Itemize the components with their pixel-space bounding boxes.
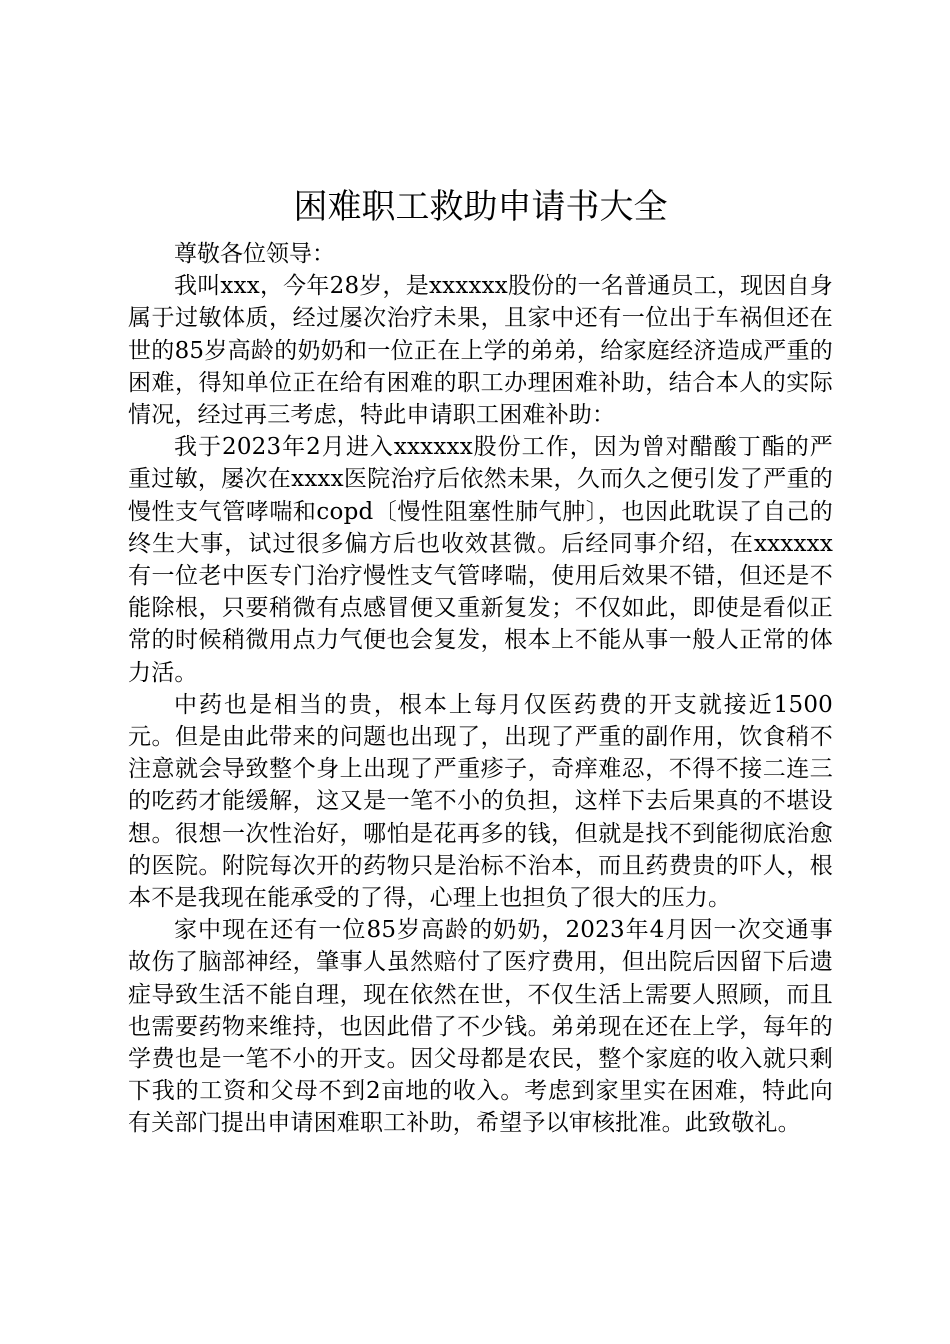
paragraph-medical-cost: 中药也是相当的贵，根本上每月仅医药费的开支就接近1500元。但是由此带来的问题也出现了，出现了严重的副作用，饮食稍不注意就会导致整个身上出现了严重疹子，奇痒难忍，不得不接二连三的吃药才能缓解，这又是一笔不小的负担，这样下去后果真的不堪设想。很想一次性治好，哪怕是花再多的钱，但就是找不到能彻底治愈的医院。附院每次开的药物只是治标不治本，而且药费贵的吓人，根本不是我现在能承受的了得，心理上也担负了很大的压力。 bbox=[128, 691, 833, 912]
paragraph-intro: 我叫xxx，今年28岁，是xxxxxx股份的一名普通员工，现因自身属于过敏体质，经过屡次治疗未果，且家中还有一位出于车祸但还在世的85岁高龄的奶奶和一位正在上学的弟弟，给家庭经济造成严重的困难，得知单位正在给有困难的职工办理困难补助，结合本人的实际情况，经过再三考虑，特此申请职工困难补助： bbox=[128, 273, 833, 429]
document-title: 困难职工救助申请书大全 bbox=[293, 187, 668, 227]
document-page bbox=[128, 182, 833, 1140]
paragraph-family: 家中现在还有一位85岁高龄的奶奶，2023年4月因一次交通事故伤了脑部神经，肇事人虽然赔付了医疗费用，但出院后因留下后遗症导致生活不能自理，现在依然在世，不仅生活上需要人照顾，而且也需要药物来维持，也因此借了不少钱。弟弟现在还在上学，每年的学费也是一笔不小的开支。因父母都是农民，整个家庭的收入就只剩下我的工资和父母不到2亩地的收入。考虑到家里实在困难，特此向有关部门提出申请困难职工补助，希望予以审核批准。此致敬礼。 bbox=[128, 917, 833, 1137]
paragraph-illness: 我于2023年2月进入xxxxxx股份工作，因为曾对醋酸丁酯的严重过敏，屡次在xxxx医院治疗后依然未果，久而久之便引发了严重的慢性支气管哮喘和copd〔慢性阻塞性肺气肿〕，也因此耽误了自己的终生大事，试过很多偏方后也收效甚微。后经同事介绍，在xxxxxx有一位老中医专门治疗慢性支气管哮喘，使用后效果不错，但还是不能除根，只要稍微有点感冒便又重新复发；不仅如此，即使是看似正常的时候稍微用点力气便也会复发，根本上不能从事一般人正常的体力活。 bbox=[128, 434, 833, 686]
salutation: 尊敬各位领导： bbox=[174, 241, 335, 267]
